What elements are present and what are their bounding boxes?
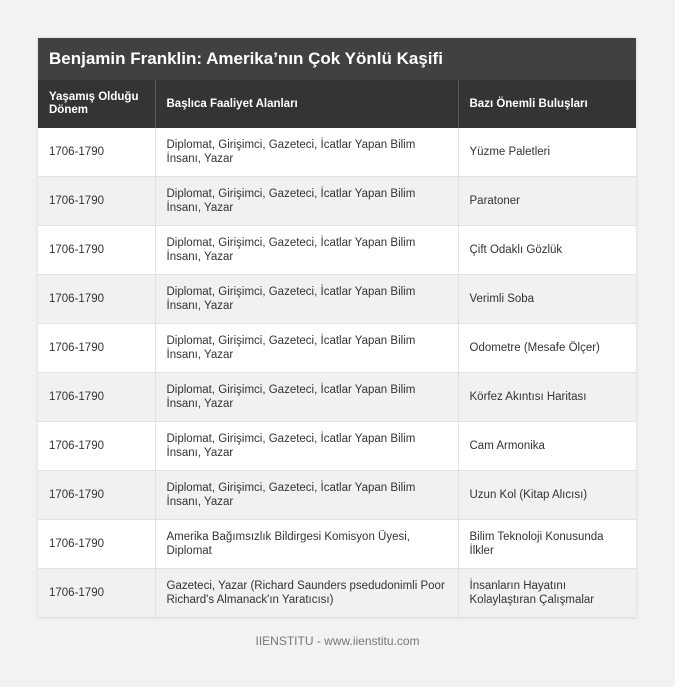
cell-period: 1706-1790 xyxy=(38,177,155,226)
cell-period: 1706-1790 xyxy=(38,373,155,422)
column-header-period: Yaşamış Olduğu Dönem xyxy=(38,80,155,128)
cell-period: 1706-1790 xyxy=(38,569,155,618)
cell-activities: Gazeteci, Yazar (Richard Saunders psedudonimli Poor Richard's Almanack'ın Yaratıcısı) xyxy=(155,569,458,618)
cell-invention: Paratoner xyxy=(458,177,636,226)
table-card xyxy=(38,38,636,618)
table-row xyxy=(38,275,636,324)
cell-invention: Bilim Teknoloji Konusunda İlkler xyxy=(458,520,636,569)
cell-period: 1706-1790 xyxy=(38,128,155,177)
cell-activities: Amerika Bağımsızlık Bildirgesi Komisyon Üyesi, Diplomat xyxy=(155,520,458,569)
cell-activities: Diplomat, Girişimci, Gazeteci, İcatlar Yapan Bilim İnsanı, Yazar xyxy=(155,373,458,422)
table-row xyxy=(38,471,636,520)
table-row xyxy=(38,226,636,275)
cell-period: 1706-1790 xyxy=(38,275,155,324)
table-row xyxy=(38,569,636,618)
cell-invention: Yüzme Paletleri xyxy=(458,128,636,177)
cell-invention: Cam Armonika xyxy=(458,422,636,471)
table-row xyxy=(38,128,636,177)
cell-activities: Diplomat, Girişimci, Gazeteci, İcatlar Yapan Bilim İnsanı, Yazar xyxy=(155,128,458,177)
cell-period: 1706-1790 xyxy=(38,422,155,471)
cell-activities: Diplomat, Girişimci, Gazeteci, İcatlar Yapan Bilim İnsanı, Yazar xyxy=(155,471,458,520)
cell-invention: İnsanların Hayatını Kolaylaştıran Çalışmalar xyxy=(458,569,636,618)
cell-period: 1706-1790 xyxy=(38,471,155,520)
table-body xyxy=(38,128,636,618)
cell-invention: Körfez Akıntısı Haritası xyxy=(458,373,636,422)
data-table xyxy=(38,80,636,618)
footer-credit: IIENSTITU - www.iienstitu.com xyxy=(255,634,420,648)
header-row xyxy=(38,80,636,128)
cell-invention: Verimli Soba xyxy=(458,275,636,324)
cell-activities: Diplomat, Girişimci, Gazeteci, İcatlar Yapan Bilim İnsanı, Yazar xyxy=(155,226,458,275)
table-title: Benjamin Franklin: Amerika’nın Çok Yönlü Kaşifi xyxy=(38,38,636,80)
cell-activities: Diplomat, Girişimci, Gazeteci, İcatlar Yapan Bilim İnsanı, Yazar xyxy=(155,177,458,226)
cell-period: 1706-1790 xyxy=(38,324,155,373)
cell-activities: Diplomat, Girişimci, Gazeteci, İcatlar Yapan Bilim İnsanı, Yazar xyxy=(155,324,458,373)
table-row xyxy=(38,373,636,422)
column-header-inventions: Bazı Önemli Buluşları xyxy=(458,80,636,128)
table-row xyxy=(38,520,636,569)
column-header-activities: Başlıca Faaliyet Alanları xyxy=(155,80,458,128)
cell-activities: Diplomat, Girişimci, Gazeteci, İcatlar Yapan Bilim İnsanı, Yazar xyxy=(155,275,458,324)
cell-period: 1706-1790 xyxy=(38,226,155,275)
cell-invention: Çift Odaklı Gözlük xyxy=(458,226,636,275)
table-row xyxy=(38,324,636,373)
table-row xyxy=(38,177,636,226)
cell-invention: Uzun Kol (Kitap Alıcısı) xyxy=(458,471,636,520)
cell-invention: Odometre (Mesafe Ölçer) xyxy=(458,324,636,373)
table-row xyxy=(38,422,636,471)
cell-period: 1706-1790 xyxy=(38,520,155,569)
cell-activities: Diplomat, Girişimci, Gazeteci, İcatlar Yapan Bilim İnsanı, Yazar xyxy=(155,422,458,471)
